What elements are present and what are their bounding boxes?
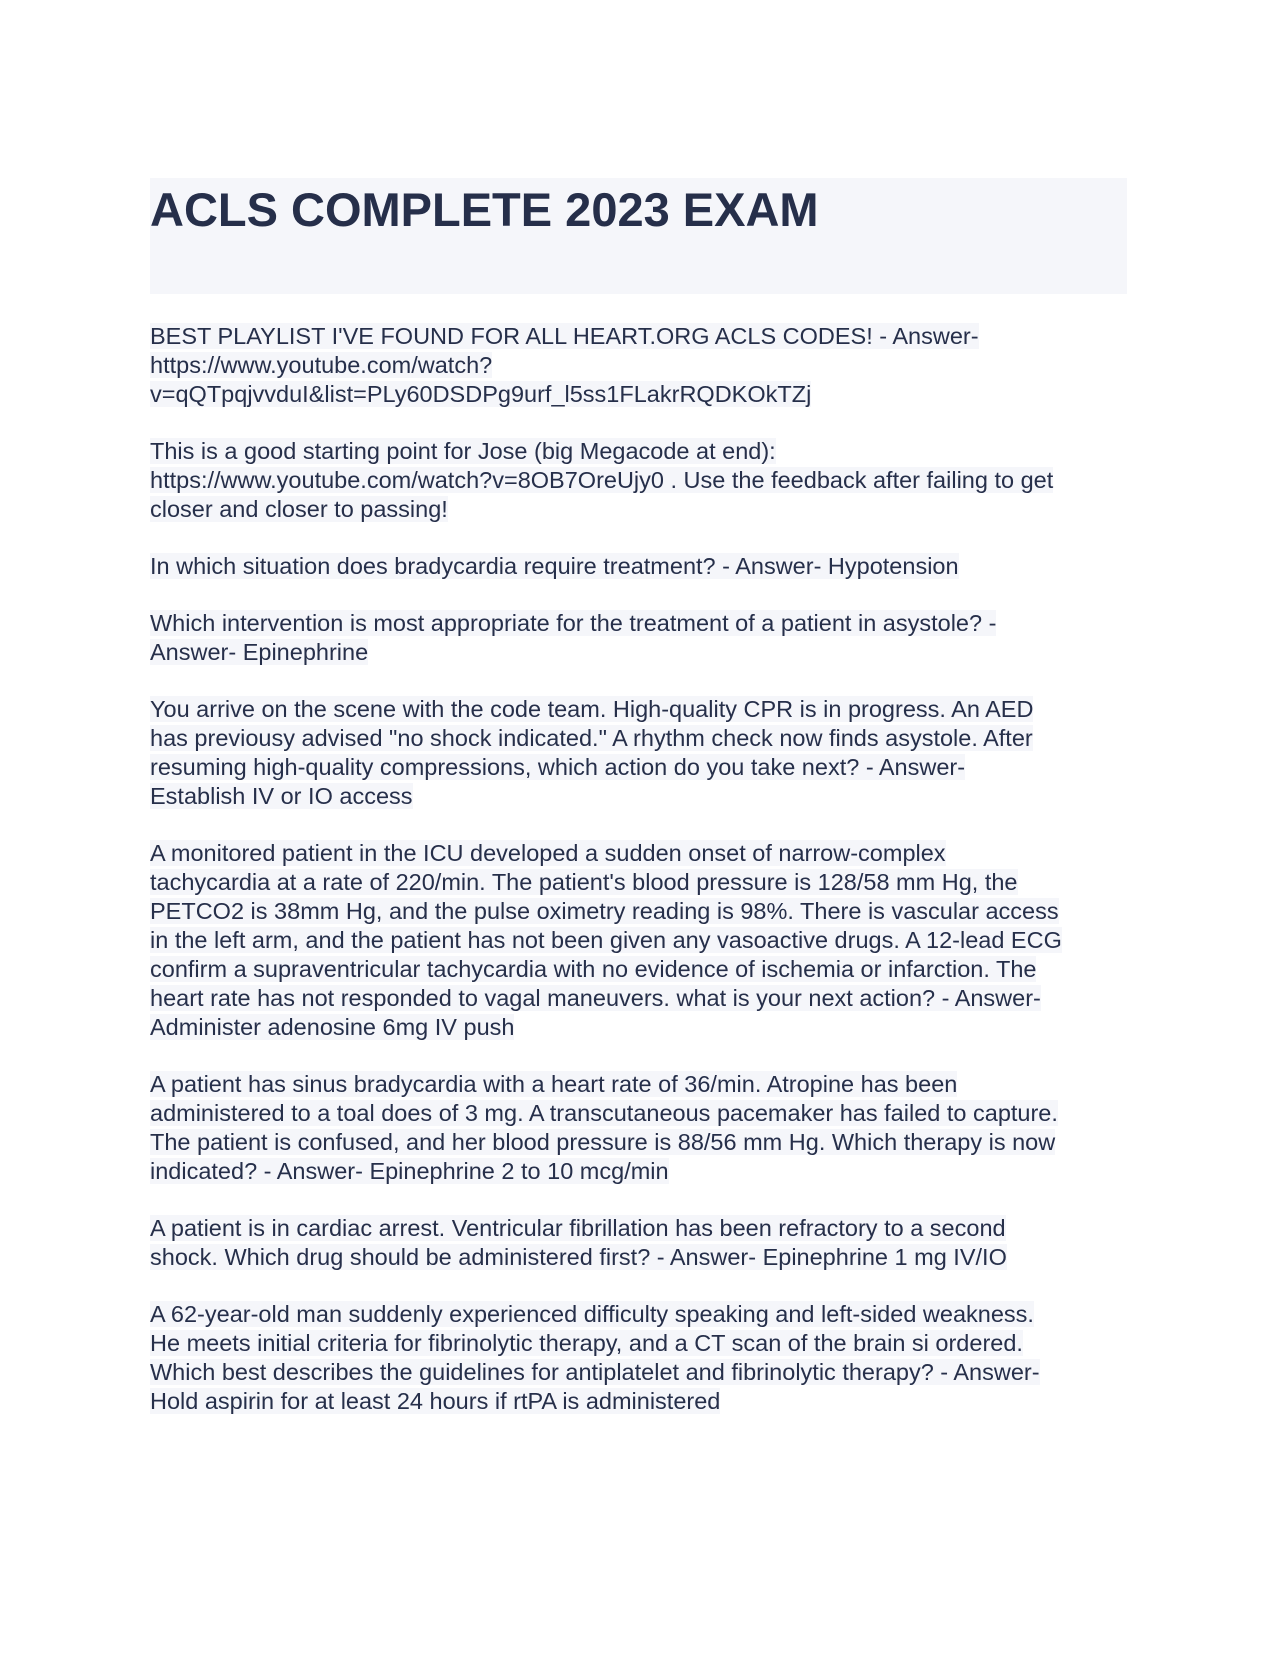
- qa-line-text: A monitored patient in the ICU developed a sudden onset of narrow-complex: [150, 840, 946, 866]
- qa-line-text: A patient has sinus bradycardia with a heart rate of 36/min. Atropine has been: [150, 1071, 958, 1097]
- qa-line-text: has previousy advised "no shock indicated." A rhythm check now finds asystole. After: [150, 725, 1033, 751]
- qa-line: [150, 322, 1135, 351]
- qa-line: [150, 724, 1135, 753]
- qa-line-text: A patient is in cardiac arrest. Ventricular fibrillation has been refractory to a second: [150, 1215, 1006, 1241]
- qa-item: [150, 839, 1135, 1042]
- qa-list: [150, 322, 1135, 1444]
- qa-item: [150, 437, 1135, 524]
- qa-line-text: indicated? - Answer- Epinephrine 2 to 10 mcg/min: [150, 1158, 669, 1184]
- qa-line: [150, 1243, 1135, 1272]
- qa-line: [150, 1300, 1135, 1329]
- qa-line-text: administered to a toal does of 3 mg. A transcutaneous pacemaker has failed to capture.: [150, 1100, 1058, 1126]
- qa-line-text: The patient is confused, and her blood pressure is 88/56 mm Hg. Which therapy is now: [150, 1129, 1056, 1155]
- qa-line-text: You arrive on the scene with the code team. High-quality CPR is in progress. An AED: [150, 696, 1034, 722]
- qa-item: [150, 609, 1135, 667]
- qa-item: [150, 322, 1135, 409]
- qa-line-text: confirm a supraventricular tachycardia with no evidence of ischemia or infarction. The: [150, 956, 1037, 982]
- qa-line: [150, 609, 1135, 638]
- qa-line: [150, 868, 1135, 897]
- qa-line-text: This is a good starting point for Jose (big Megacode at end):: [150, 438, 776, 464]
- qa-line: [150, 437, 1135, 466]
- qa-line-text: https://www.youtube.com/watch?: [150, 352, 493, 378]
- qa-line-text: https://www.youtube.com/watch?v=8OB7OreUjy0 . Use the feedback after failing to get: [150, 467, 1054, 493]
- qa-line-text: Answer- Epinephrine: [150, 639, 369, 665]
- page-title: ACLS COMPLETE 2023 EXAM: [150, 183, 819, 236]
- qa-line: [150, 1070, 1135, 1099]
- qa-line: [150, 1099, 1135, 1128]
- qa-line-text: Establish IV or IO access: [150, 783, 413, 809]
- qa-line-text: A 62-year-old man suddenly experienced difficulty speaking and left-sided weakness.: [150, 1301, 1034, 1327]
- qa-line-text: He meets initial criteria for fibrinolytic therapy, and a CT scan of the brain si ordered.: [150, 1330, 1023, 1356]
- qa-line-text: Hold aspirin for at least 24 hours if rtPA is administered: [150, 1388, 721, 1414]
- qa-line: [150, 466, 1135, 495]
- qa-line: [150, 495, 1135, 524]
- qa-line: [150, 351, 1135, 380]
- qa-line-text: shock. Which drug should be administered first? - Answer- Epinephrine 1 mg IV/IO: [150, 1244, 1007, 1270]
- qa-line: [150, 380, 1135, 409]
- qa-line: [150, 955, 1135, 984]
- qa-line: [150, 839, 1135, 868]
- qa-line: [150, 1329, 1135, 1358]
- qa-item: [150, 1214, 1135, 1272]
- qa-line-text: PETCO2 is 38mm Hg, and the pulse oximetry reading is 98%. There is vascular access: [150, 898, 1059, 924]
- qa-line: [150, 1157, 1135, 1186]
- qa-line: [150, 1387, 1135, 1416]
- qa-line: [150, 1214, 1135, 1243]
- qa-line-text: Which intervention is most appropriate for the treatment of a patient in asystole? -: [150, 610, 997, 636]
- qa-item: [150, 1300, 1135, 1416]
- qa-line-text: tachycardia at a rate of 220/min. The patient's blood pressure is 128/58 mm Hg, the: [150, 869, 1018, 895]
- qa-line-text: Administer adenosine 6mg IV push: [150, 1014, 515, 1040]
- qa-line: [150, 984, 1135, 1013]
- qa-line-text: resuming high-quality compressions, which action do you take next? - Answer-: [150, 754, 966, 780]
- qa-item: [150, 695, 1135, 811]
- qa-line-text: heart rate has not responded to vagal maneuvers. what is your next action? - Answer-: [150, 985, 1041, 1011]
- qa-item: [150, 1070, 1135, 1186]
- qa-line: [150, 926, 1135, 955]
- qa-line: [150, 1358, 1135, 1387]
- qa-line: [150, 638, 1135, 667]
- qa-line: [150, 1128, 1135, 1157]
- qa-item: [150, 552, 1135, 581]
- qa-line: [150, 552, 1135, 581]
- qa-line-text: in the left arm, and the patient has not been given any vasoactive drugs. A 12-lead ECG: [150, 927, 1062, 953]
- qa-line: [150, 695, 1135, 724]
- qa-line-text: Which best describes the guidelines for antiplatelet and fibrinolytic therapy? - Answer-: [150, 1359, 1040, 1385]
- qa-line-text: v=qQTpqjvvduI&list=PLy60DSDPg9urf_l5ss1FLakrRQDKOkTZj: [150, 381, 812, 407]
- qa-line: [150, 782, 1135, 811]
- qa-line-text: closer and closer to passing!: [150, 496, 448, 522]
- qa-line: [150, 897, 1135, 926]
- qa-line: [150, 1013, 1135, 1042]
- qa-line-text: BEST PLAYLIST I'VE FOUND FOR ALL HEART.ORG ACLS CODES! - Answer-: [150, 323, 979, 349]
- qa-line-text: In which situation does bradycardia require treatment? - Answer- Hypotension: [150, 553, 959, 579]
- qa-line: [150, 753, 1135, 782]
